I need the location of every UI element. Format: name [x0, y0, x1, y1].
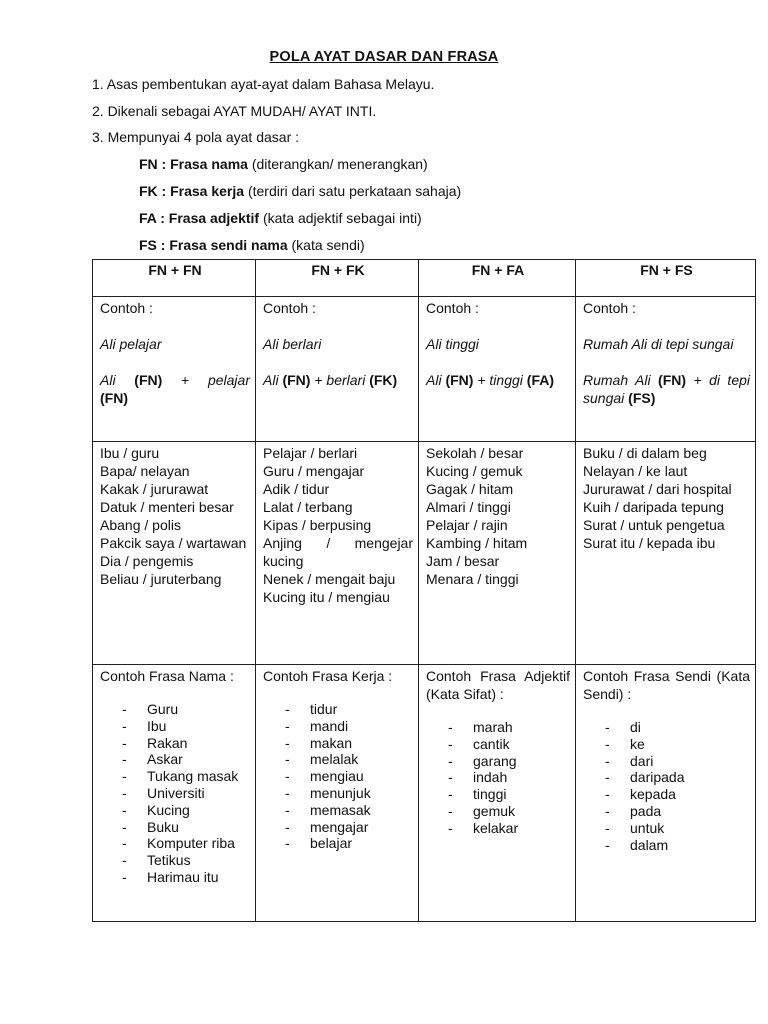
example-label: Contoh : [263, 300, 316, 316]
pair-line: Kambing / hitam [426, 535, 528, 551]
pair-line: Menara / tinggi [426, 571, 519, 587]
pair-line: Buku / di dalam beg [583, 445, 707, 461]
header-fn-fk: FN + FK [256, 260, 419, 297]
breakdown-part: + tinggi [477, 372, 523, 388]
pair-line: Pelajar / berlari [263, 445, 358, 461]
list-item: - memasak [263, 802, 413, 819]
pattern-label: FN : Frasa nama [139, 156, 248, 172]
list-heading: Contoh Frasa Sendi (Kata Sendi) : [583, 668, 750, 702]
list-item: - Ibu [100, 718, 250, 735]
example-breakdown [100, 371, 250, 389]
list-frasa-kerja [256, 665, 419, 922]
list-item: - dalam [583, 837, 750, 854]
example-fn-fn [93, 297, 256, 442]
breakdown-part: + di tepi sungai [583, 372, 750, 406]
pair-line: Nelayan / ke laut [583, 463, 688, 479]
pattern-desc: (kata sendi) [287, 237, 365, 253]
example-breakdown [583, 371, 750, 407]
breakdown-tag: (FN) [100, 390, 128, 406]
point-1: 1. Asas pembentukan ayat-ayat dalam Bahasa Melayu. [92, 76, 435, 92]
pair-line: Jam / besar [426, 553, 500, 569]
pair-line: Adik / tidur [263, 481, 330, 497]
breakdown-tag: (FK) [369, 372, 398, 388]
pattern-fs [139, 237, 365, 253]
example-fn-fs [576, 297, 756, 442]
pair-line: Guru / mengajar [263, 463, 365, 479]
pattern-desc: (kata adjektif sebagai inti) [259, 210, 422, 226]
list-item: - makan [263, 735, 413, 752]
list-item: - indah [426, 769, 570, 786]
pair-line: Nenek / mengait baju [263, 571, 396, 587]
list-item: - Komputer riba [100, 835, 250, 852]
pair-line: Datuk / menteri besar [100, 499, 234, 515]
pattern-fk [139, 183, 461, 199]
list-item: - Tukang masak [100, 768, 250, 785]
dash-list [100, 701, 250, 886]
table-row-pairs [93, 442, 756, 665]
table-row-lists [93, 665, 756, 922]
list-item: - garang [426, 753, 570, 770]
pair-line: Lalat / terbang [263, 499, 353, 515]
list-item: - mandi [263, 718, 413, 735]
document-title: POLA AYAT DASAR DAN FRASA [269, 49, 499, 65]
point-2: 2. Dikenali sebagai AYAT MUDAH/ AYAT INTI. [92, 103, 377, 119]
list-item: - belajar [263, 835, 413, 852]
list-item: - menunjuk [263, 785, 413, 802]
list-item: - Guru [100, 701, 250, 718]
list-item: - Rakan [100, 735, 250, 752]
pair-line: Ibu / guru [100, 445, 160, 461]
pair-line: Beliau / juruterbang [100, 571, 222, 587]
list-item: - di [583, 719, 750, 736]
pattern-label: FS : Frasa sendi nama [139, 237, 288, 253]
list-item: - Tetikus [100, 852, 250, 869]
pair-line: Dia / pengemis [100, 553, 194, 569]
pair-line: Surat itu / kepada ibu [583, 535, 716, 551]
example-sentence: Ali pelajar [100, 336, 162, 352]
point-3: 3. Mempunyai 4 pola ayat dasar : [92, 129, 300, 145]
pairs-fn-fn [93, 442, 256, 665]
list-item: - ke [583, 736, 750, 753]
list-frasa-sendi [576, 665, 756, 922]
list-item: - kelakar [426, 820, 570, 837]
list-item: - pada [583, 803, 750, 820]
breakdown-part: Rumah Ali [583, 372, 651, 388]
pair-line: Jururawat / dari hospital [583, 481, 732, 497]
list-item: - dari [583, 753, 750, 770]
list-item: - mengiau [263, 768, 413, 785]
pattern-fa [139, 210, 422, 226]
pair-line: Surat / untuk pengetua [583, 517, 725, 533]
breakdown-part: pelajar [207, 372, 250, 388]
list-item: - tidur [263, 701, 413, 718]
breakdown-tag: (FN) [282, 372, 311, 388]
pair-line: Anjing / mengejar kucing [263, 535, 413, 569]
pair-line: Kipas / berpusing [263, 517, 372, 533]
list-heading: Contoh Frasa Nama : [100, 668, 234, 684]
table-header-row [93, 260, 756, 297]
pair-line: Kuih / daripada tepung [583, 499, 724, 515]
list-frasa-adjektif [419, 665, 576, 922]
list-item: - cantik [426, 736, 570, 753]
dash-list [426, 719, 570, 837]
list-item: - untuk [583, 820, 750, 837]
header-fn-fa: FN + FA [419, 260, 576, 297]
pair-line: Kucing itu / mengiau [263, 589, 390, 605]
breakdown-part: + berlari [314, 372, 366, 388]
list-item: - Kucing [100, 802, 250, 819]
example-sentence: Ali berlari [263, 336, 322, 352]
list-item: - Buku [100, 819, 250, 836]
breakdown-tag: (FS) [628, 390, 656, 406]
pairs-fn-fa [419, 442, 576, 665]
example-sentence: Rumah Ali di tepi sungai [583, 336, 734, 352]
list-item: - gemuk [426, 803, 570, 820]
pattern-label: FA : Frasa adjektif [139, 210, 260, 226]
header-fn-fs: FN + FS [576, 260, 756, 297]
pair-line: Gagak / hitam [426, 481, 514, 497]
list-item: - kepada [583, 786, 750, 803]
list-frasa-nama [93, 665, 256, 922]
list-item: - Askar [100, 751, 250, 768]
breakdown-tag: (FN) [445, 372, 474, 388]
breakdown-tag: (FN) [658, 372, 687, 388]
table-row-examples [93, 297, 756, 442]
pattern-fn [139, 156, 428, 172]
list-item: - Universiti [100, 785, 250, 802]
pairs-fn-fs [576, 442, 756, 665]
pattern-desc: (diterangkan/ menerangkan) [247, 156, 428, 172]
pair-line: Abang / polis [100, 517, 181, 533]
pattern-table [92, 259, 756, 922]
list-heading: Contoh Frasa Adjektif (Kata Sifat) : [426, 668, 570, 702]
breakdown-plus: + [181, 372, 190, 388]
pattern-label: FK : Frasa kerja [139, 183, 245, 199]
list-item: - melalak [263, 751, 413, 768]
list-item: - mengajar [263, 819, 413, 836]
pair-line: Kakak / jururawat [100, 481, 209, 497]
breakdown-part: Ali [263, 372, 279, 388]
example-label: Contoh : [426, 300, 479, 316]
example-fn-fk [256, 297, 419, 442]
pair-line: Sekolah / besar [426, 445, 524, 461]
dash-list [583, 719, 750, 853]
pairs-fn-fk [256, 442, 419, 665]
list-item: - Harimau itu [100, 869, 250, 886]
example-breakdown [263, 371, 413, 389]
dash-list [263, 701, 413, 852]
pattern-desc: (terdiri dari satu perkataan sahaja) [244, 183, 462, 199]
list-heading: Contoh Frasa Kerja : [263, 668, 393, 684]
pair-line: Pakcik saya / wartawan [100, 535, 247, 551]
example-sentence: Ali tinggi [426, 336, 479, 352]
example-fn-fa [419, 297, 576, 442]
breakdown-tag: (FN) [134, 372, 163, 388]
pair-line: Kucing / gemuk [426, 463, 523, 479]
list-item: - daripada [583, 769, 750, 786]
example-breakdown [426, 371, 570, 389]
pair-line: Pelajar / rajin [426, 517, 508, 533]
pair-line: Almari / tinggi [426, 499, 511, 515]
example-label: Contoh : [583, 300, 636, 316]
breakdown-part: Ali [426, 372, 442, 388]
breakdown-part: Ali [100, 372, 116, 388]
example-label: Contoh : [100, 300, 153, 316]
header-fn-fn: FN + FN [93, 260, 256, 297]
pair-line: Bapa/ nelayan [100, 463, 190, 479]
list-item: - marah [426, 719, 570, 736]
list-item: - tinggi [426, 786, 570, 803]
breakdown-tag: (FA) [526, 372, 554, 388]
